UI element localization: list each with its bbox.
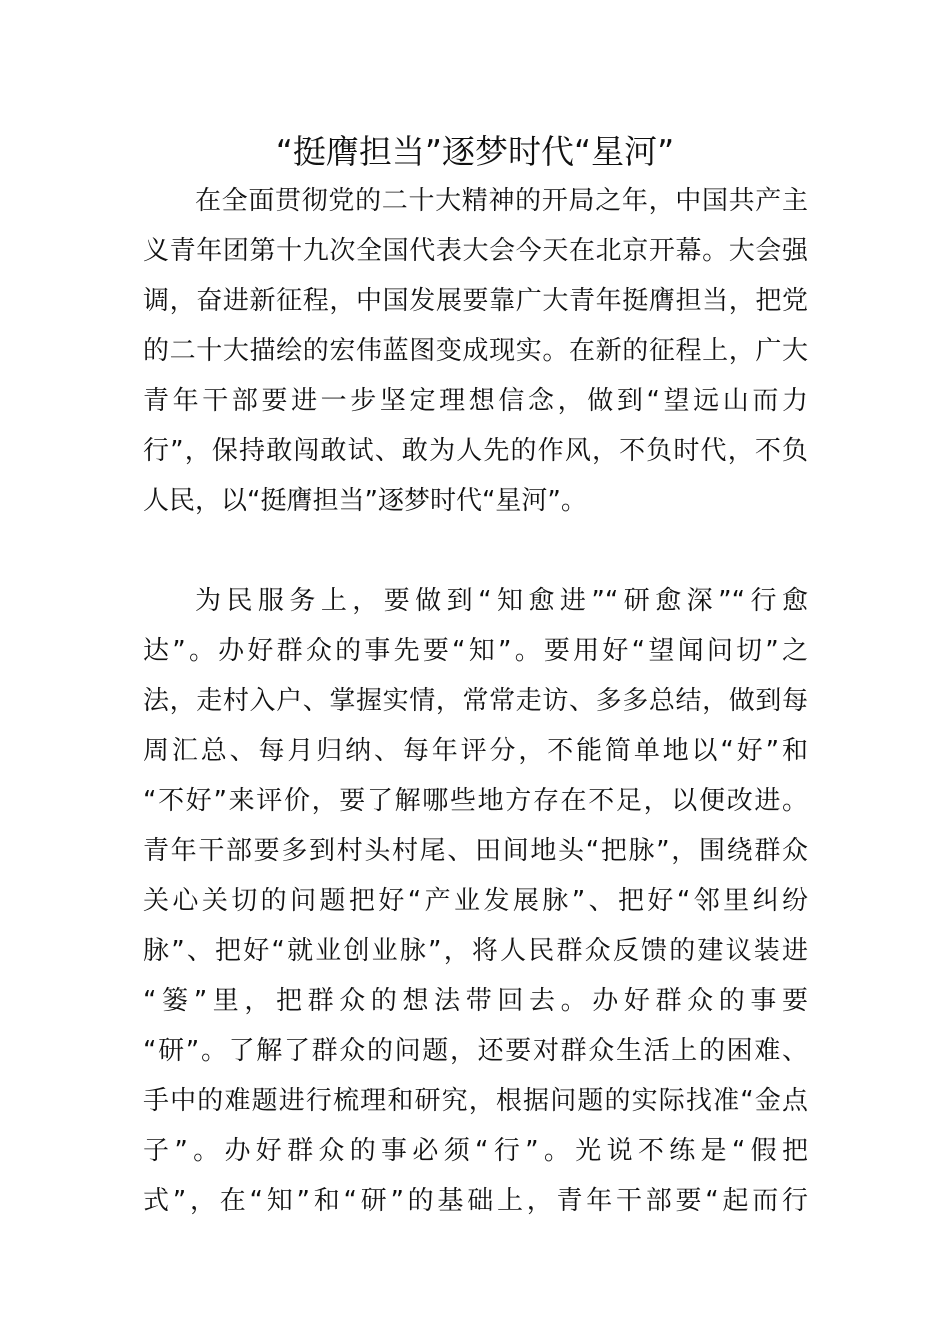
paragraph-line: “篓”里，把群众的想法带回去。办好群众的事要 xyxy=(143,986,808,1016)
paragraph-line: 法，走村入户、掌握实情，常常走访、多多总结，做到每 xyxy=(143,686,808,716)
paragraph-line: 青年干部要多到村头村尾、田间地头“把脉”，围绕群众 xyxy=(143,836,808,866)
paragraph-line: 调，奋进新征程，中国发展要靠广大青年挺膺担当，把党 xyxy=(143,286,808,316)
paragraph-line: 人民，以“挺膺担当”逐梦时代“星河”。 xyxy=(143,486,587,516)
paragraph-line: “不好”来评价，要了解哪些地方存在不足，以便改进。 xyxy=(143,786,808,816)
paragraph-line: 周汇总、每月归纳、每年评分，不能简单地以“好”和 xyxy=(143,736,808,766)
paragraph-service xyxy=(143,576,808,1226)
paragraph-line: 达”。办好群众的事先要“知”。要用好“望闻问切”之 xyxy=(143,636,808,666)
paragraph-line: 义青年团第十九次全国代表大会今天在北京开幕。大会强 xyxy=(143,236,808,266)
paragraph-line: 在全面贯彻党的二十大精神的开局之年，中国共产主 xyxy=(195,186,808,216)
paragraph-line: 子”。办好群众的事必须“行”。光说不练是“假把 xyxy=(143,1136,808,1166)
paragraph-line: 为民服务上，要做到“知愈进”“研愈深”“行愈 xyxy=(195,586,808,616)
paragraph-line: 的二十大描绘的宏伟蓝图变成现实。在新的征程上，广大 xyxy=(143,336,808,366)
paragraph-line: 青年干部要进一步坚定理想信念，做到“望远山而力 xyxy=(143,386,808,416)
paragraph-line: “研”。了解了群众的问题，还要对群众生活上的困难、 xyxy=(143,1036,808,1066)
paragraph-line: 行”，保持敢闯敢试、敢为人先的作风，不负时代，不负 xyxy=(143,436,808,466)
paragraph-line: 关心关切的问题把好“产业发展脉”、把好“邻里纠纷 xyxy=(143,886,808,916)
paragraph-line: 手中的难题进行梳理和研究，根据问题的实际找准“金点 xyxy=(143,1086,808,1116)
paragraph-intro xyxy=(143,176,808,526)
paragraph-line: 式”，在“知”和“研”的基础上，青年干部要“起而行 xyxy=(143,1186,808,1216)
paragraph-line: 脉”、把好“就业创业脉”，将人民群众反馈的建议装进 xyxy=(143,936,808,966)
article-title: “挺膺担当”逐梦时代“星河” xyxy=(275,132,675,171)
